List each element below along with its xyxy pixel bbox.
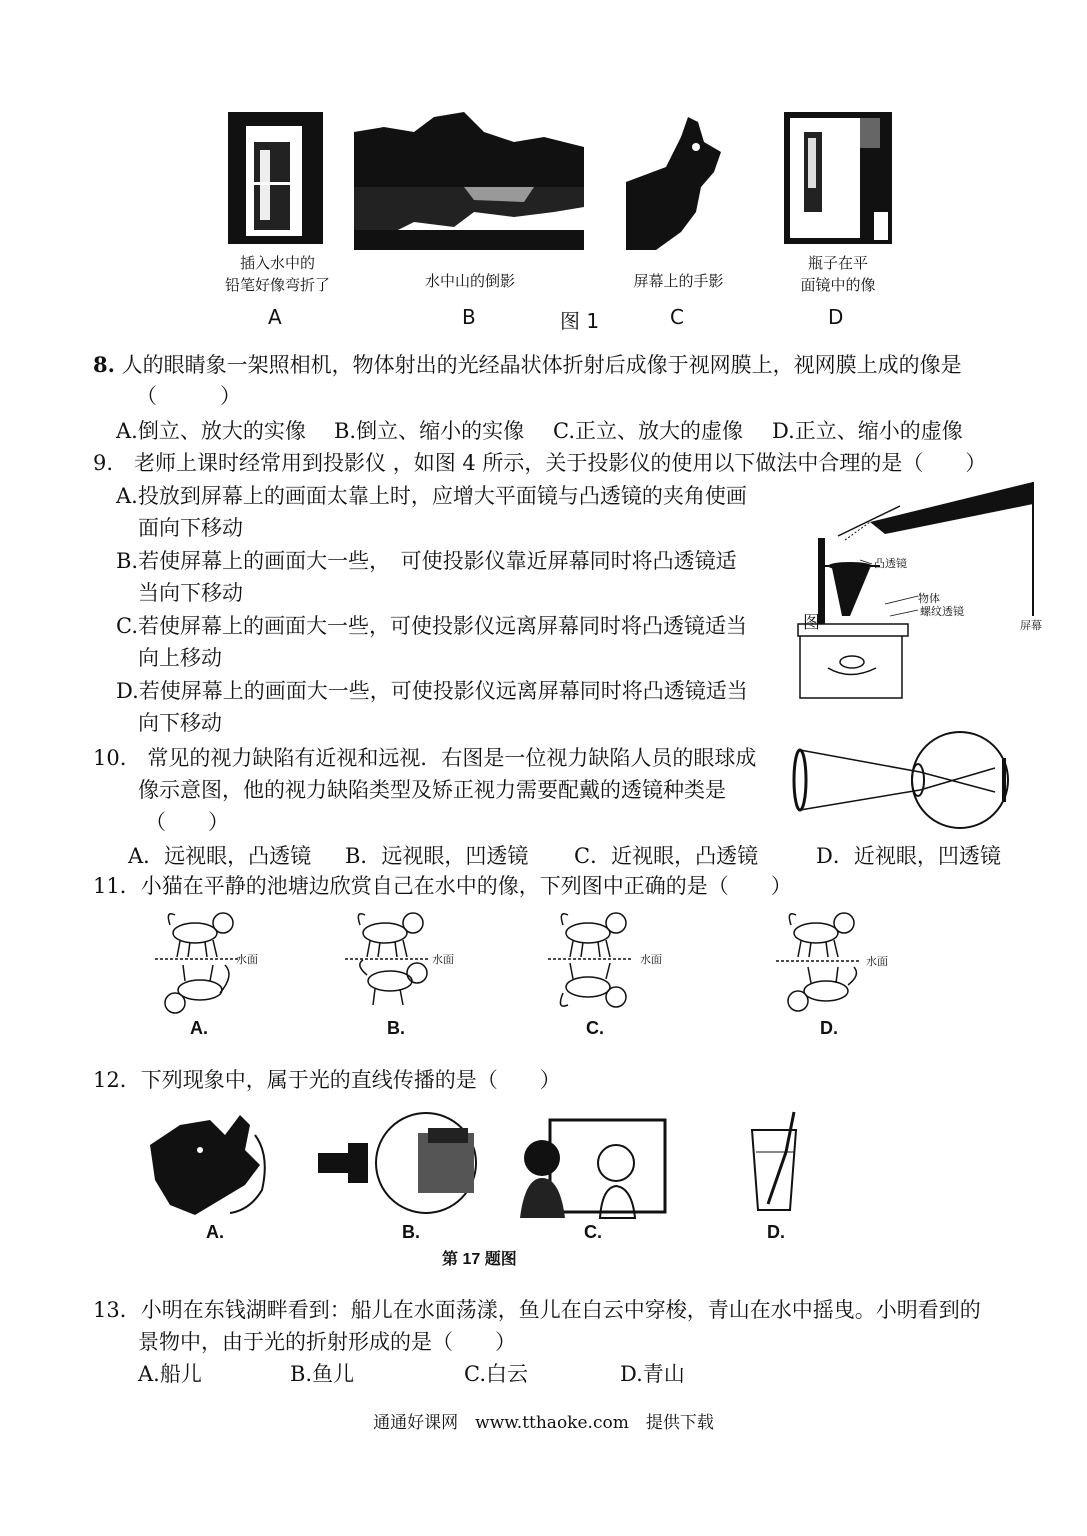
q11-stem: 11．小猫在平静的池塘边欣赏自己在水中的像，下列图中正确的是（ ） [93, 874, 792, 898]
caption-d-line2: 面镜中的像 [800, 276, 876, 294]
q9-stem: 9. 老师上课时经常用到投影仪 ，如图 4 所示，关于投影仪的使用以下做法中合理的是（ ） [93, 451, 987, 475]
projector-label-object: 物体 [918, 592, 940, 605]
q9-option-b-line2: 当向下移动 [138, 581, 243, 605]
q11-letter-d: D. [820, 1018, 838, 1038]
q10-option-c: C．近视眼，凸透镜 [574, 844, 759, 868]
q13-option-d: D.青山 [620, 1362, 685, 1386]
q11-water-label-b: 水面 [432, 953, 454, 966]
q9-option-b-line1: B.若使屏幕上的画面大一些， 可使投影仪靠近屏幕同时将凸透镜适 [116, 549, 737, 573]
q8-option-a: A.倒立、放大的实像 [116, 419, 306, 443]
photo-pencil-in-water [228, 112, 323, 244]
q11-letter-c: C. [586, 1018, 604, 1038]
q9-option-a-line2: 面向下移动 [138, 516, 243, 540]
q9-option-a-line1: A.投放到屏幕上的画面太靠上时，应增大平面镜与凸透镜的夹角使画 [116, 484, 747, 508]
q11-water-label-c: 水面 [640, 953, 662, 966]
q12-fig-title: 第 17 题图 [442, 1251, 517, 1268]
q8-option-b: B.倒立、缩小的实像 [334, 419, 525, 443]
q11-water-label-d: 水面 [866, 955, 888, 968]
q10-option-b: B．远视眼，凹透镜 [345, 844, 529, 868]
q8-option-d: D.正立、缩小的虚像 [772, 419, 963, 443]
q9-option-d-line1: D.若使屏幕上的画面大一些，可使投影仪远离屏幕同时将凸透镜适当 [116, 679, 748, 703]
q10-stem-line3: （ ） [145, 810, 229, 834]
projector-label-screen: 屏幕 [1020, 619, 1042, 632]
caption-b-line1: 水中山的倒影 [424, 272, 515, 290]
fig1-letter-d: D [828, 305, 844, 329]
hand-shadow-image [150, 1115, 275, 1215]
caption-d-line1: 瓶子在平 [807, 254, 868, 272]
fig1-letter-b: B [462, 305, 476, 329]
q13-option-c: C.白云 [464, 1362, 528, 1386]
q10-option-a: A．远视眼，凸透镜 [128, 844, 312, 868]
projector-label-lens: 凸透镜 [874, 557, 907, 570]
q13-option-a: A.船儿 [138, 1362, 202, 1386]
fig1-letter-c: C [670, 305, 684, 329]
fig1-letter-a: A [268, 305, 282, 329]
projector-label-fig: 图 [803, 613, 820, 633]
q12-letter-c: C. [584, 1222, 602, 1242]
projector-label-fresnel: 螺纹透镜 [920, 605, 964, 618]
q8-text: 人的眼睛象一架照相机，物体射出的光经晶状体折射后成像于视网膜上，视网膜上成的像是 [121, 353, 962, 377]
page-footer: 通通好课网 www.tthaoke.com 提供下载 [373, 1413, 714, 1433]
caption-a-line1: 插入水中的 [239, 254, 315, 272]
q13-stem-line2: 景物中，由于光的折射形成的是（ ） [138, 1330, 516, 1354]
q8-number: 8. [93, 352, 115, 377]
magnifier-image [318, 1113, 488, 1213]
photo-bottle-in-mirror [784, 112, 892, 244]
caption-c [606, 270, 751, 292]
caption-a [205, 252, 350, 296]
q8-option-c: C.正立、放大的虚像 [553, 419, 743, 443]
q12-letter-b: B. [402, 1222, 420, 1242]
q10-option-d: D．近视眼，凹透镜 [816, 844, 1001, 868]
mirror-reflection-image [520, 1118, 670, 1218]
straw-in-glass-image [750, 1112, 800, 1212]
caption-a-line2: 铅笔好像弯折了 [224, 276, 330, 294]
q8-stem [93, 349, 962, 381]
photo-mountain-reflection [354, 112, 584, 250]
q13-stem-line1: 13．小明在东钱湖畔看到：船儿在水面荡漾，鱼儿在白云中穿梭，青山在水中摇曳。小明看到的 [93, 1298, 981, 1322]
q12-letter-d: D. [767, 1222, 785, 1242]
q10-stem-line2: 像示意图，他的视力缺陷类型及矫正视力需要配戴的透镜种类是 [138, 778, 726, 802]
q11-letter-a: A. [190, 1018, 208, 1038]
photo-hand-shadow [626, 112, 731, 250]
q12-letter-a: A. [206, 1222, 224, 1242]
q9-option-c-line1: C.若使屏幕上的画面大一些，可使投影仪远离屏幕同时将凸透镜适当 [116, 614, 747, 638]
q13-option-b: B.鱼儿 [290, 1362, 355, 1386]
q9-option-d-line2: 向下移动 [138, 711, 222, 735]
eyeball-diagram [790, 732, 1020, 832]
q10-stem-line1: 10. 常见的视力缺陷有近视和远视．右图是一位视力缺陷人员的眼球成 [93, 746, 757, 770]
q12-stem: 12．下列现象中，属于光的直线传播的是（ ） [93, 1068, 561, 1092]
caption-c-line1: 屏幕上的手影 [633, 272, 724, 290]
caption-d [768, 252, 908, 296]
q9-option-c-line2: 向上移动 [138, 646, 222, 670]
q11-water-label-a: 水面 [236, 953, 258, 966]
fig1-title: 图 1 [560, 309, 600, 333]
caption-b [390, 270, 550, 292]
q8-paren: （ ） [136, 384, 241, 408]
q11-letter-b: B. [387, 1018, 405, 1038]
